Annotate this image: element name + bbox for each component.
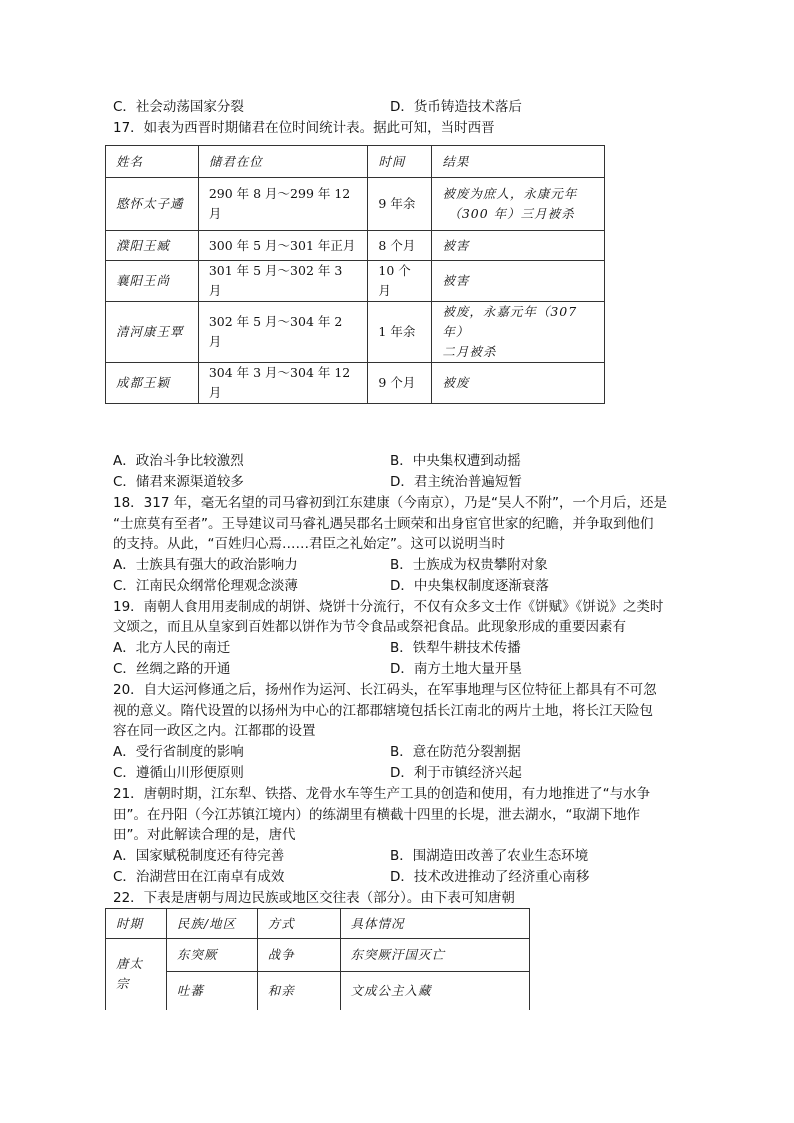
q21-options-row2 [113, 867, 673, 887]
q22-table [105, 908, 530, 1010]
q17-table [105, 145, 605, 404]
q20-stem-line: 容在同一政区之内。江都郡的设置 [113, 723, 316, 739]
table-header: 时间 [368, 146, 432, 178]
way-cell: 和亲 [257, 972, 340, 1010]
q18-option-b: B．士族成为权贵攀附对象 [390, 557, 548, 573]
q19-option-d: D．南方土地大量开垦 [390, 661, 522, 677]
q21-options-row1 [113, 846, 673, 866]
table-header: 方式 [257, 909, 340, 939]
q17-option-b: B．中央集权遭到动摇 [390, 453, 521, 469]
way-cell: 战争 [257, 939, 340, 972]
period-cell: 301 年 5 月～302 年 3 月 [198, 261, 368, 302]
table-row [106, 363, 605, 404]
q18-stem-line: “士庶莫有至者”。王导建议司马睿礼遇吴郡名士顾荣和出身宦官世家的纪瞻，并争取到他们 [113, 516, 654, 532]
q19-stem-line: 文颂之，而且从皇家到百姓都以饼作为节令食品或祭祀食品。此现象形成的重要因素有 [113, 619, 626, 635]
q19-options-row1 [113, 638, 673, 658]
table-header: 民族/地区 [166, 909, 257, 939]
q21-option-a: A．国家赋税制度还有待完善 [113, 848, 285, 864]
name-cell: 濮阳王臧 [106, 231, 199, 261]
detail-cell: 东突厥汗国灭亡 [340, 939, 529, 972]
q19-option-a: A．北方人民的南迁 [113, 640, 231, 656]
q18-stem-line: 18．317 年，毫无名望的司马睿初到江东建康（今南京），乃是“吴人不附”，一个月后，还是 [113, 495, 667, 511]
q17-option-d: D．君主统治普遍短暂 [390, 474, 522, 490]
table-row [106, 178, 605, 231]
duration-cell: 9 个月 [368, 363, 432, 404]
q16-options [113, 97, 673, 117]
name-cell: 成都王颖 [106, 363, 199, 404]
q20-option-d: D．利于市镇经济兴起 [390, 765, 522, 781]
q21-stem-line: 田”。在丹阳（今江苏镇江境内）的练湖里有横截十四里的长堤，泄去湖水，“取湖下地作 [113, 807, 640, 823]
q21-stem-line: 田”。对此解读合理的是，唐代 [113, 827, 296, 843]
period-cell: 304 年 3 月～304 年 12 月 [198, 363, 368, 404]
period-cell: 290 年 8 月～299 年 12 月 [198, 178, 368, 231]
result-line: （300 年）三月被杀 [448, 206, 575, 221]
table-header-row [106, 909, 530, 939]
q18-options-row2 [113, 576, 673, 596]
table-row [106, 939, 530, 972]
q20-options-row1 [113, 742, 673, 762]
q17-option-a: A．政治斗争比较激烈 [113, 453, 244, 469]
q16-option-c: C．社会动荡国家分裂 [113, 99, 244, 115]
result-cell: 被废 [432, 363, 605, 404]
q19-option-c: C．丝绸之路的开通 [113, 661, 231, 677]
q19-option-b: B．铁犁牛耕技术传播 [390, 640, 521, 656]
table-header: 结果 [432, 146, 605, 178]
q22-stem: 22．下表是唐朝与周边民族或地区交往表（部分）。由下表可知唐朝 [113, 890, 515, 906]
result-line: 二月被杀 [442, 344, 497, 359]
result-cell: 被害 [432, 231, 605, 261]
result-cell [432, 178, 605, 231]
table-header-row [106, 146, 605, 178]
q18-option-d: D．中央集权制度逐渐衰落 [390, 578, 549, 594]
period-cell: 302 年 5 月～304 年 2 月 [198, 302, 368, 363]
people-cell: 东突厥 [166, 939, 257, 972]
table-header: 储君在位 [198, 146, 368, 178]
q18-stem-line: 的支持。从此，“百姓归心焉……君臣之礼始定”。这可以说明当时 [113, 536, 505, 552]
q17-options-row2 [113, 472, 673, 492]
q21-option-d: D．技术改进推动了经济重心南移 [390, 869, 590, 885]
table-header: 时期 [106, 909, 167, 939]
table-header: 姓名 [106, 146, 199, 178]
q20-option-b: B．意在防范分裂割据 [390, 744, 521, 760]
q18-option-a: A．士族具有强大的政治影响力 [113, 557, 298, 573]
q19-stem-line: 19．南朝人食用用麦制成的胡饼、烧饼十分流行，不仅有众多文士作《饼赋》《饼说》之类时 [113, 599, 664, 615]
table-row [106, 231, 605, 261]
table-header: 具体情况 [340, 909, 529, 939]
q17-options-row1 [113, 451, 673, 471]
duration-cell: 1 年余 [368, 302, 432, 363]
q21-stem-line: 21．唐朝时期，江东犁、铁搭、龙骨水车等生产工具的创造和使用，有力地推进了“与水争 [113, 786, 651, 802]
table-row [106, 261, 605, 302]
duration-cell: 9 年余 [368, 178, 432, 231]
q20-options-row2 [113, 763, 673, 783]
period-cell: 300 年 5 月～301 年正月 [198, 231, 368, 261]
name-cell: 襄阳王尚 [106, 261, 199, 302]
duration-cell: 8 个月 [368, 231, 432, 261]
q16-option-d: D．货币铸造技术落后 [390, 99, 522, 115]
q21-option-c: C．治湖营田在江南卓有成效 [113, 869, 285, 885]
result-cell: 被害 [432, 261, 605, 302]
q20-stem-line: 20．自大运河修通之后，扬州作为运河、长江码头，在军事地理与区位特征上都具有不可忽 [113, 682, 657, 698]
name-cell: 清河康王覃 [106, 302, 199, 363]
table-row [106, 302, 605, 363]
q18-option-c: C．江南民众纲常伦理观念淡薄 [113, 578, 298, 594]
result-cell [432, 302, 605, 363]
q18-options-row1 [113, 555, 673, 575]
detail-cell: 文成公主入藏 [340, 972, 529, 1010]
result-line: 被废为庶人，永康元年 [442, 186, 578, 201]
q20-stem-line: 视的意义。隋代设置的以扬州为中心的江都郡辖境包括长江南北的两片土地，将长江天险包 [113, 703, 653, 719]
result-line: 被废，永嘉元年（307 年） [442, 304, 578, 339]
q19-options-row2 [113, 659, 673, 679]
q20-option-c: C．遵循山川形便原则 [113, 765, 244, 781]
duration-cell: 10 个月 [368, 261, 432, 302]
q21-option-b: B．围湖造田改善了农业生态环境 [390, 848, 589, 864]
people-cell: 吐蕃 [166, 972, 257, 1010]
q17-option-c: C．储君来源渠道较多 [113, 474, 244, 490]
q20-option-a: A．受行省制度的影响 [113, 744, 244, 760]
name-cell: 愍怀太子遹 [106, 178, 199, 231]
table-row [106, 972, 530, 1010]
period-cell: 唐太宗 [106, 939, 167, 1010]
q17-stem: 17．如表为西晋时期储君在位时间统计表。据此可知，当时西晋 [113, 120, 495, 136]
